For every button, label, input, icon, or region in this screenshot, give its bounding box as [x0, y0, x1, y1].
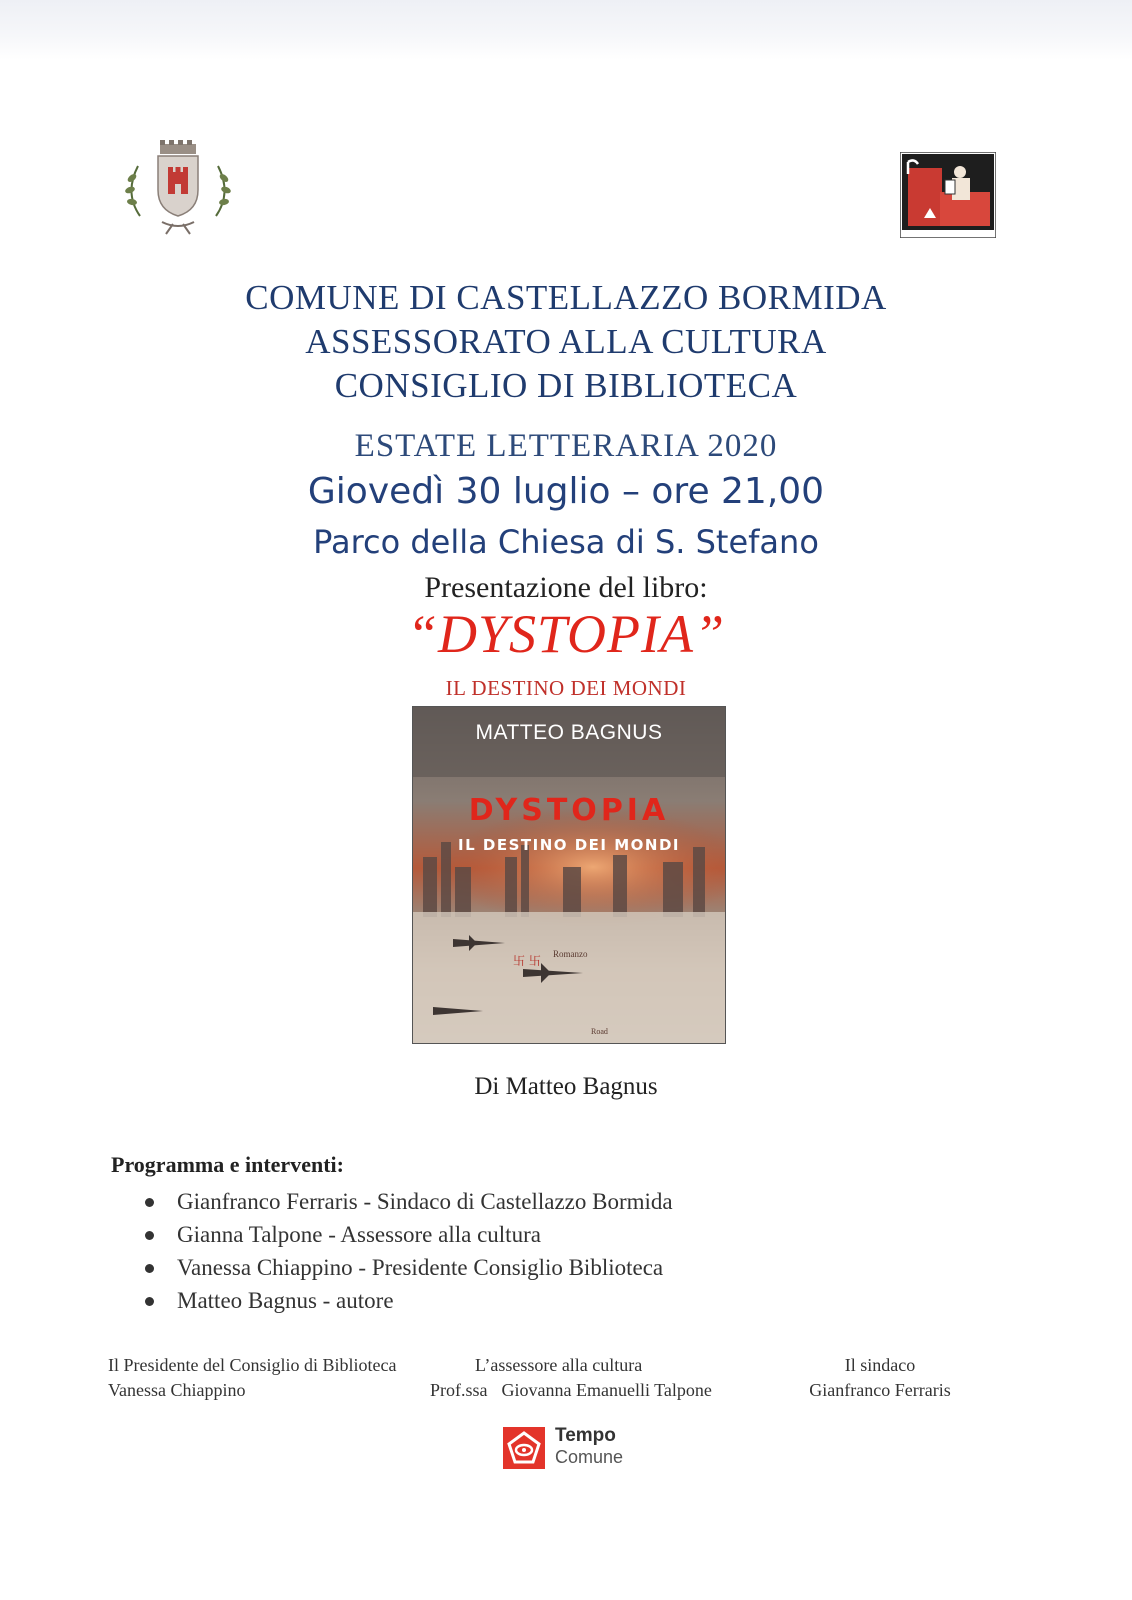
event-place: Parco della Chiesa di S. Stefano [313, 523, 819, 561]
program-item-text: Gianna Talpone - Assessore alla cultura [177, 1222, 541, 1247]
signature-assessor-prefix: Prof.ssa [430, 1380, 488, 1400]
scan-edge-strip [0, 0, 1132, 60]
signature-assessor [430, 1353, 712, 1403]
signature-mayor [790, 1353, 970, 1403]
cover-illustration [413, 707, 725, 1043]
program-item [143, 1218, 673, 1251]
cover-subtitle: IL DESTINO DEI MONDI [458, 836, 680, 854]
bullet-icon [145, 1231, 154, 1240]
program-item [143, 1284, 673, 1317]
municipal-crest-icon [118, 138, 238, 238]
program-list [143, 1185, 673, 1317]
program-item [143, 1185, 673, 1218]
cover-publisher: Road [591, 1027, 608, 1036]
organizer-line-comune: COMUNE DI CASTELLAZZO BORMIDA [245, 278, 887, 317]
bullet-icon [145, 1264, 154, 1273]
organizer-line-assessorato: ASSESSORATO ALLA CULTURA [305, 322, 827, 361]
program-item-text: Matteo Bagnus - autore [177, 1288, 394, 1313]
program-item-text: Gianfranco Ferraris - Sindaco di Castellazzo Bormida [177, 1189, 673, 1214]
book-cover [413, 707, 725, 1043]
book-title: “DYSTOPIA” [406, 604, 726, 664]
organizer-line-consiglio: CONSIGLIO DI BIBLIOTECA [334, 366, 798, 405]
event-series: ESTATE LETTERARIA 2020 [354, 428, 778, 464]
tempo-word: Tempo [555, 1425, 616, 1446]
program-label: Programma e interventi: [111, 1152, 344, 1177]
svg-text:卐 卐: 卐 卐 [513, 954, 541, 968]
event-date-time: Giovedì 30 luglio – ore 21,00 [307, 471, 825, 512]
signature-mayor-name: Gianfranco Ferraris [809, 1380, 951, 1400]
program-item-text: Vanessa Chiappino - Presidente Consiglio Biblioteca [177, 1255, 664, 1280]
book-byline: Di Matteo Bagnus [474, 1073, 658, 1100]
cover-title: DYSTOPIA [468, 793, 670, 828]
library-reader-logo-icon [900, 152, 996, 238]
book-intro: Presentazione del libro: [424, 571, 708, 604]
signature-president-role: Il Presidente del Consiglio di Biblioteca [108, 1355, 397, 1375]
signature-assessor-name: Giovanna Emanuelli Talpone [501, 1380, 712, 1400]
organizer-heading [0, 276, 1132, 408]
signature-mayor-role: Il sindaco [844, 1355, 916, 1375]
cover-genre: Romanzo [553, 949, 588, 959]
signature-assessor-role: L’assessore alla cultura [475, 1355, 643, 1375]
tempo-comune-logo-icon [503, 1427, 545, 1469]
comune-word: Comune [555, 1447, 624, 1467]
signature-president [108, 1353, 396, 1403]
bullet-icon [145, 1297, 154, 1306]
cover-author: MATTEO BAGNUS [475, 721, 663, 744]
program-item [143, 1251, 673, 1284]
book-subtitle: IL DESTINO DEI MONDI [445, 676, 687, 700]
tempo-comune-logo [503, 1425, 643, 1469]
bullet-icon [145, 1198, 154, 1207]
signature-president-name: Vanessa Chiappino [108, 1380, 246, 1400]
